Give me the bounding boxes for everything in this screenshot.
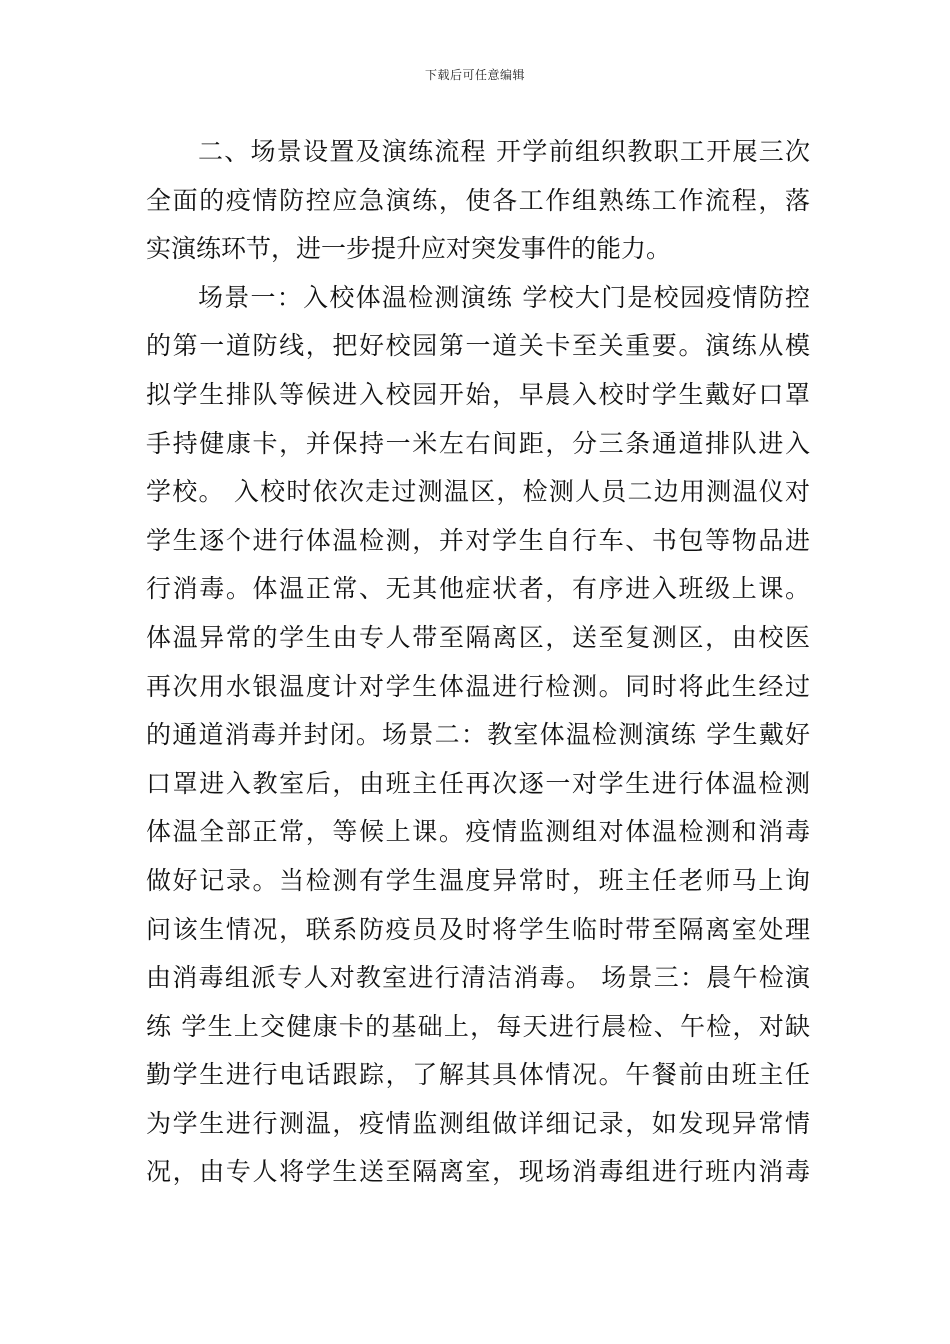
paragraph-line: 学生逐个进行体温检测，并对学生自行车、书包等物品进 (146, 525, 810, 555)
paragraph-line: 口罩进入教室后，由班主任再次逐一对学生进行体温检测 (146, 768, 810, 798)
paragraph-line: 实演练环节，进一步提升应对突发事件的能力。 (146, 234, 672, 264)
paragraph-line: 行消毒。体温正常、无其他症状者，有序进入班级上课。 (146, 574, 810, 604)
paragraph-line: 体温全部正常，等候上课。疫情监测组对体温检测和消毒 (146, 817, 810, 847)
paragraph-line: 学校。 入校时依次走过测温区，检测人员二边用测温仪对 (146, 477, 810, 507)
paragraph-line: 的通道消毒并封闭。场景二：教室体温检测演练 学生戴好 (146, 720, 810, 750)
body-text (146, 128, 810, 1197)
paragraph-line: 为学生进行测温，疫情监测组做详细记录，如发现异常情 (146, 1108, 810, 1138)
paragraph-line: 手持健康卡，并保持一米左右间距，分三条通道排队进入 (146, 428, 810, 458)
paragraph-line: 体温异常的学生由专人带至隔离区，送至复测区，由校医 (146, 622, 810, 652)
paragraph-line: 全面的疫情防控应急演练，使各工作组熟练工作流程，落 (146, 185, 810, 215)
paragraph-line: 况，由专人将学生送至隔离室，现场消毒组进行班内消毒 (146, 1157, 810, 1187)
paragraph-line: 由消毒组派专人对教室进行清洁消毒。 场景三：晨午检演 (146, 963, 810, 993)
paragraph-line: 练 学生上交健康卡的基础上，每天进行晨检、午检，对缺 (146, 1011, 810, 1041)
paragraph-line: 勤学生进行电话跟踪，了解其具体情况。午餐前由班主任 (146, 1060, 810, 1090)
paragraph-line: 拟学生排队等候进入校园开始，早晨入校时学生戴好口罩 (146, 379, 810, 409)
paragraph-line: 再次用水银温度计对学生体温进行检测。同时将此生经过 (146, 671, 810, 701)
paragraph-line: 二、场景设置及演练流程 开学前组织教职工开展三次 (198, 137, 810, 166)
paragraph-line: 做好记录。当检测有学生温度异常时，班主任老师马上询 (146, 865, 810, 895)
header-note: 下载后可任意编辑 (424, 68, 525, 82)
paragraph-line: 问该生情况，联系防疫员及时将学生临时带至隔离室处理 (146, 914, 810, 944)
paragraph-line: 的第一道防线，把好校园第一道关卡至关重要。演练从模 (146, 331, 810, 361)
paragraph-line: 场景一：入校体温检测演练 学校大门是校园疫情防控 (198, 282, 810, 312)
